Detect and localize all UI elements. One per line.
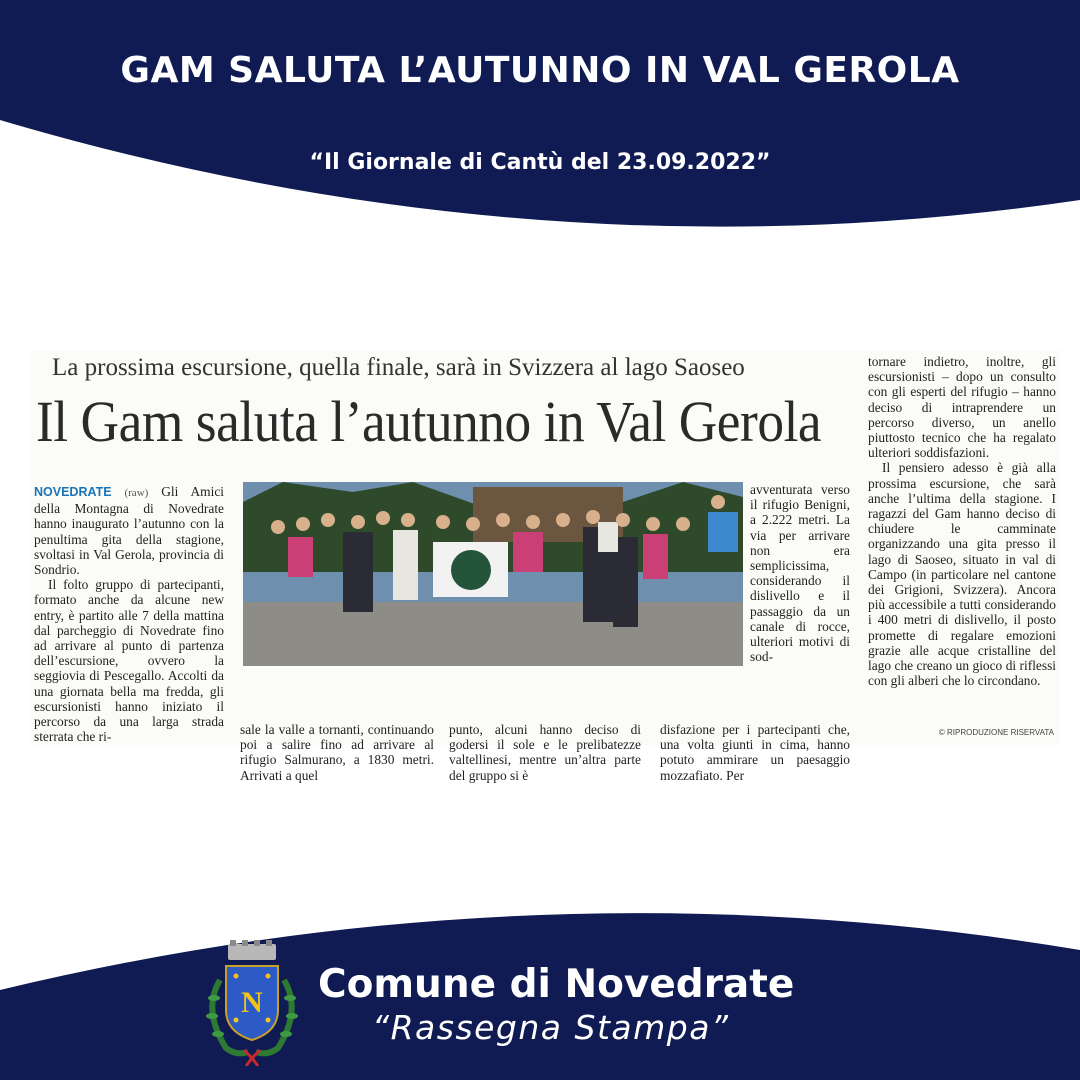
- article-paragraph: Gli Amici della Montagna di Novedrate hanno inaugurato l’autunno con la penultima gita della stagione, svoltasi in Val Gerola, provincia di Sondrio.: [34, 484, 224, 578]
- article-dateline: NOVEDRATE: [34, 485, 112, 499]
- article-headline: Il Gam saluta l’autunno in Val Gerola: [36, 389, 822, 454]
- article-column-4-top: [750, 482, 850, 664]
- article-column-5: [868, 354, 1056, 688]
- article-paragraph: punto, alcuni hanno deciso di godersi il sole e le prelibatezze valtellinesi, mentre un’altra parte del gruppo si è: [449, 722, 641, 783]
- article-column-3: [449, 722, 641, 783]
- article-column-1: [34, 484, 224, 744]
- article-paragraph: disfazione per i partecipanti che, una volta giunti in cima, hanno potuto ammirare un paesaggio mozzafiato. Per: [660, 722, 850, 783]
- article-column-2: [240, 722, 434, 783]
- article-byline: (raw): [124, 487, 149, 499]
- article-kicker: La prossima escursione, quella finale, sarà in Svizzera al lago Saoseo: [52, 354, 745, 381]
- group-photo-image: [243, 482, 743, 666]
- article-paragraph: tornare indietro, inoltre, gli escursionisti – dopo un consulto con gli esperti del rifugio – hanno deciso di intraprendere un percorso diverso, un anello piuttosto tecnico che ha regalato ulteriori soddisfazioni.: [868, 354, 1056, 461]
- group-photo: [243, 482, 743, 666]
- article-paragraph: Il pensiero adesso è già alla prossima escursione, che sarà anche l’ultima della stagione. I ragazzi del Gam hanno deciso di chiudere le camminate organizzando una gita presso il lago di Saoseo, situato in val di Campo (in particolare nel cantone dei Grigioni, Svizzera). Ancora più accessibile a tutti considerando i 400 metri di dislivello, il posto promette di regalare emozioni grazie alle acque cristalline del lago che creano un gioco di riflessi con gli alberi che lo circondano.: [868, 460, 1056, 689]
- municipal-crest-icon: [196, 940, 308, 1066]
- article-column-4-bottom: [660, 722, 850, 783]
- article-paragraph: Il folto gruppo di partecipanti, formato anche da alcune new entry, è partito alle 7 della mattina dal parcheggio di Novedrate fino ad arrivare al punto di partenza dell’escursione, ovvero la seggiovia di Pescegallo. Accolti da una giornata bella ma fredda, gli escursionisti hanno iniziato il percorso da una larga strada sterrata che ri-: [34, 577, 224, 745]
- article-paragraph: sale la valle a tornanti, continuando poi a salire fino ad arrivare al rifugio Salmurano, a 1830 metri. Arrivati a quel: [240, 722, 434, 783]
- page-subtitle: “Il Giornale di Cantù del 23.09.2022”: [309, 150, 771, 175]
- article-paragraph: avventurata verso il rifugio Benigni, a 2.222 metri. La via per arrivare non era semplicissima, considerando il dislivello e il passaggio da un canale di rocce, ulteriori motivi di sod-: [750, 482, 850, 665]
- newspaper-clipping: [30, 350, 1060, 783]
- copyright-notice: © RIPRODUZIONE RISERVATA: [938, 728, 1054, 737]
- header-band: [0, 0, 1080, 250]
- footer-subtitle: “Rassegna Stampa”: [372, 1008, 730, 1047]
- crest-letter: N: [241, 986, 263, 1019]
- page-title: GAM SALUTA L’AUTUNNO IN VAL GEROLA: [120, 50, 960, 91]
- footer-title: Comune di Novedrate: [318, 962, 795, 1007]
